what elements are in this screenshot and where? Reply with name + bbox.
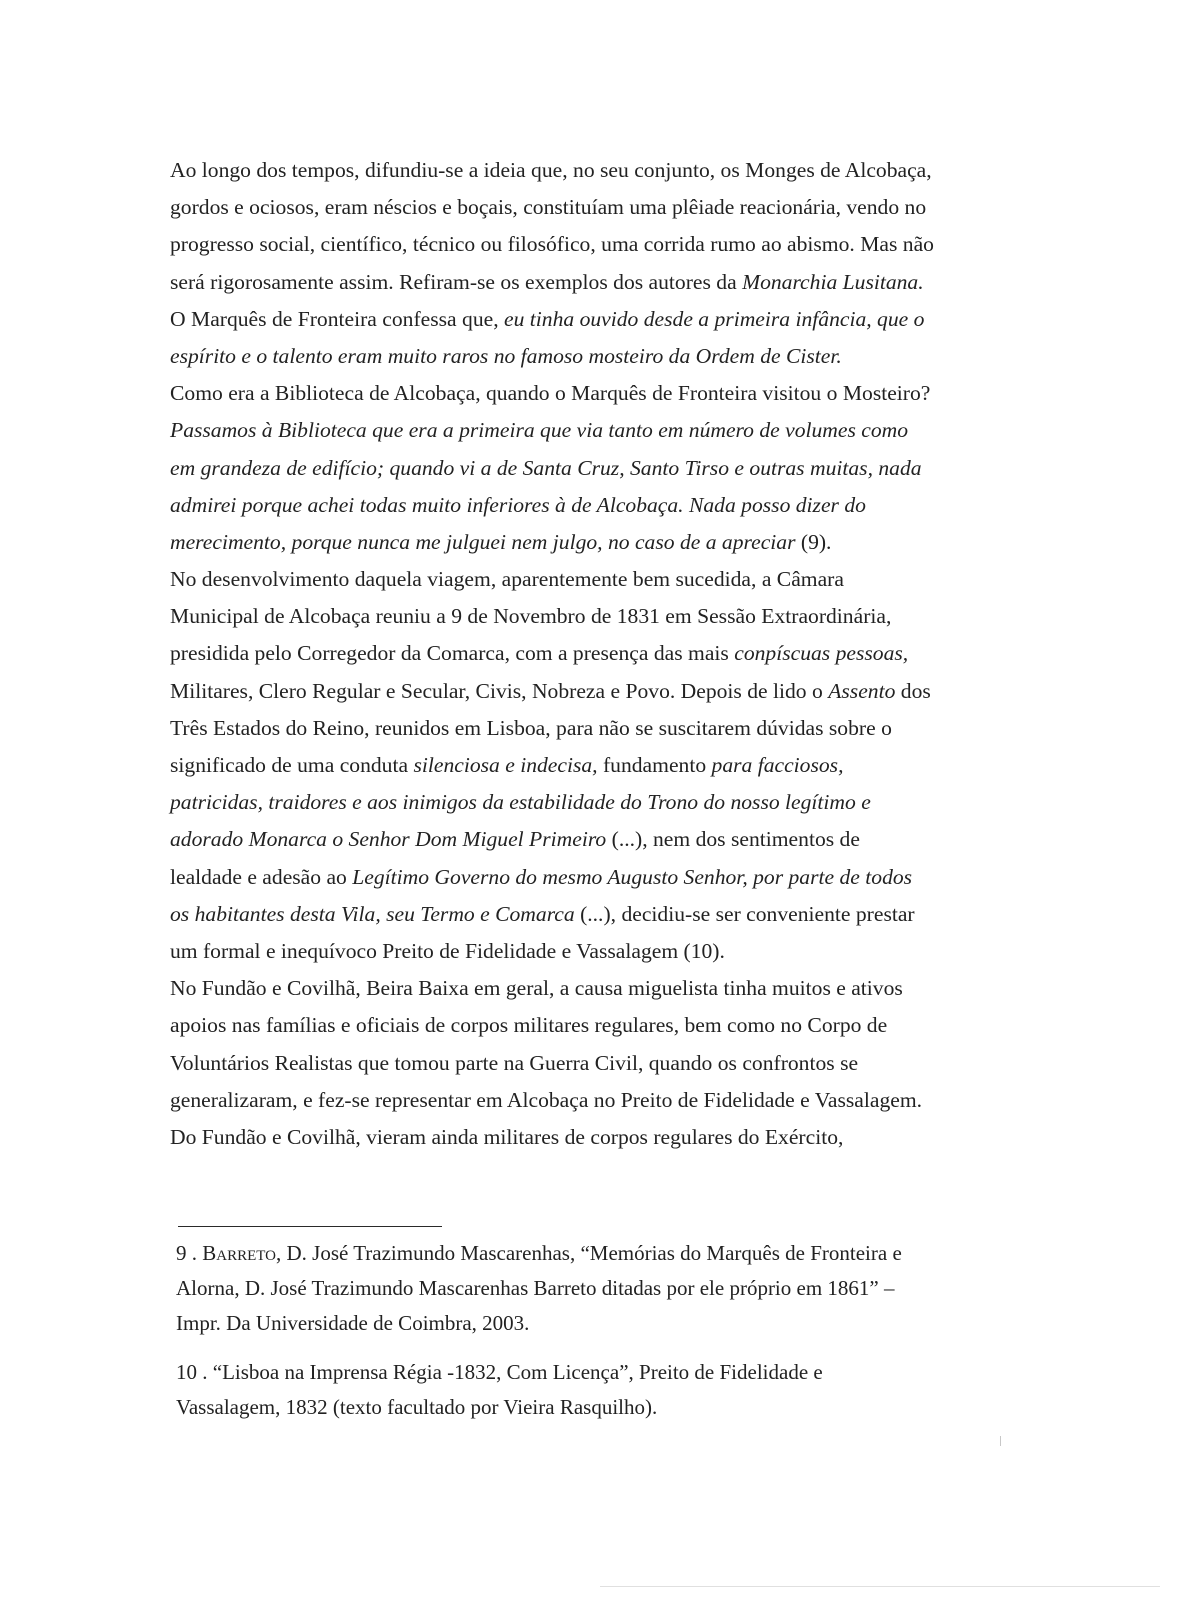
footnote-line: Impr. Da Universidade de Coimbra, 2003. xyxy=(176,1311,530,1335)
text-line: os habitantes desta Vila, seu Termo e Comarca (...), decidiu-se ser conveniente prestar xyxy=(170,901,915,926)
paragraph-5 xyxy=(170,561,958,970)
scan-artifact xyxy=(600,1586,1160,1587)
text-line: Municipal de Alcobaça reuniu a 9 de Novembro de 1831 em Sessão Extraordinária, xyxy=(170,604,892,629)
text-line: generalizaram, e fez-se representar em Alcobaça no Preito de Fidelidade e Vassalagem. xyxy=(170,1087,923,1112)
footnote-line: 10 . “Lisboa na Imprensa Régia -1832, Com Licença”, Preito de Fidelidade e xyxy=(176,1360,823,1384)
paragraph-1 xyxy=(170,152,958,301)
quotation: eu tinha ouvido desde a primeira infância, que o xyxy=(504,306,925,331)
text-line: admirei porque achei todas muito inferiores à de Alcobaça. Nada posso dizer do xyxy=(170,492,866,517)
footnote-9 xyxy=(176,1236,962,1341)
footnote-line: 9 . Barreto, D. José Trazimundo Mascarenhas, “Memórias do Marquês de Fronteira e xyxy=(176,1241,902,1265)
text-line: Do Fundão e Covilhã, vieram ainda militares de corpos regulares do Exército, xyxy=(170,1124,844,1149)
text-line: Passamos à Biblioteca que era a primeira que via tanto em número de volumes como xyxy=(170,418,909,443)
text-line: O Marquês de Fronteira confessa que, eu tinha ouvido desde a primeira infância, que o xyxy=(170,306,925,331)
text-line: significado de uma conduta silenciosa e indecisa, fundamento para facciosos, xyxy=(170,753,844,777)
text-line: Militares, Clero Regular e Secular, Civis, Nobreza e Povo. Depois de lido o Assento dos xyxy=(170,678,931,703)
text-line: será rigorosamente assim. Refiram-se os exemplos dos autores da Monarchia Lusitana. xyxy=(170,269,924,294)
text-line: Voluntários Realistas que tomou parte na Guerra Civil, quando os confrontos se xyxy=(170,1050,859,1075)
text-line: em grandeza de edifício; quando vi a de Santa Cruz, Santo Tirso e outras muitas, nada xyxy=(170,455,922,480)
footnote-line: Vassalagem, 1832 (texto facultado por Vieira Rasquilho). xyxy=(176,1395,658,1419)
paragraph-3 xyxy=(170,375,958,412)
footnote-ref-9: (9). xyxy=(795,529,832,554)
text-line: apoios nas famílias e oficiais de corpos militares regulares, bem como no Corpo de xyxy=(170,1013,888,1038)
paragraph-2 xyxy=(170,301,958,375)
footnote-divider xyxy=(178,1226,442,1227)
text-line: adorado Monarca o Senhor Dom Miguel Primeiro (...), nem dos sentimentos de xyxy=(170,827,860,852)
footnote-number: 9 . xyxy=(176,1241,203,1265)
footnotes xyxy=(176,1236,962,1439)
text-line: Três Estados do Reino, reunidos em Lisboa, para não se suscitarem dúvidas sobre o xyxy=(170,715,892,740)
quotation: espírito e o talento eram muito raros no famoso mosteiro da Ordem de Cister. xyxy=(170,343,842,368)
body-text xyxy=(170,152,958,1156)
paragraph-4-quotation xyxy=(170,412,958,561)
text-line: presidida pelo Corregedor da Comarca, com a presença das mais conpíscuas pessoas, xyxy=(170,641,909,666)
scan-artifact xyxy=(1000,1436,1001,1446)
text-line: patricidas, traidores e aos inimigos da estabilidade do Trono do nosso legítimo e xyxy=(170,790,871,815)
footnote-10 xyxy=(176,1355,962,1425)
text-line: No desenvolvimento daquela viagem, aparentemente bem sucedida, a Câmara xyxy=(170,567,844,592)
footnote-author: Barreto xyxy=(202,1241,276,1265)
text-line: Ao longo dos tempos, difundiu-se a ideia que, no seu conjunto, os Monges de Alcobaça, xyxy=(170,158,932,182)
text-line: No Fundão e Covilhã, Beira Baixa em geral, a causa miguelista tinha muitos e ativos xyxy=(170,976,903,1001)
paragraph-6 xyxy=(170,970,958,1156)
text-line xyxy=(170,338,958,375)
footnote-line: Alorna, D. José Trazimundo Mascarenhas Barreto ditadas por ele próprio em 1861” – xyxy=(176,1276,895,1300)
text-line: lealdade e adesão ao Legítimo Governo do mesmo Augusto Senhor, por parte de todos xyxy=(170,864,913,889)
text-line: merecimento, porque nunca me julguei nem julgo, no caso de a apreciar (9). xyxy=(170,529,832,554)
text-line: gordos e ociosos, eram néscios e boçais, constituíam uma plêiade reacionária, vendo no xyxy=(170,195,927,220)
footnote-ref-inline: (...), nem dos sentimentos de xyxy=(606,827,860,852)
text-line: Como era a Biblioteca de Alcobaça, quando o Marquês de Fronteira visitou o Mosteiro? xyxy=(170,381,931,406)
book-title: Monarchia Lusitana. xyxy=(742,269,924,294)
text-line: progresso social, científico, técnico ou filosófico, uma corrida rumo ao abismo. Mas não xyxy=(170,232,934,257)
text-line: um formal e inequívoco Preito de Fidelidade e Vassalagem (10). xyxy=(170,938,725,963)
